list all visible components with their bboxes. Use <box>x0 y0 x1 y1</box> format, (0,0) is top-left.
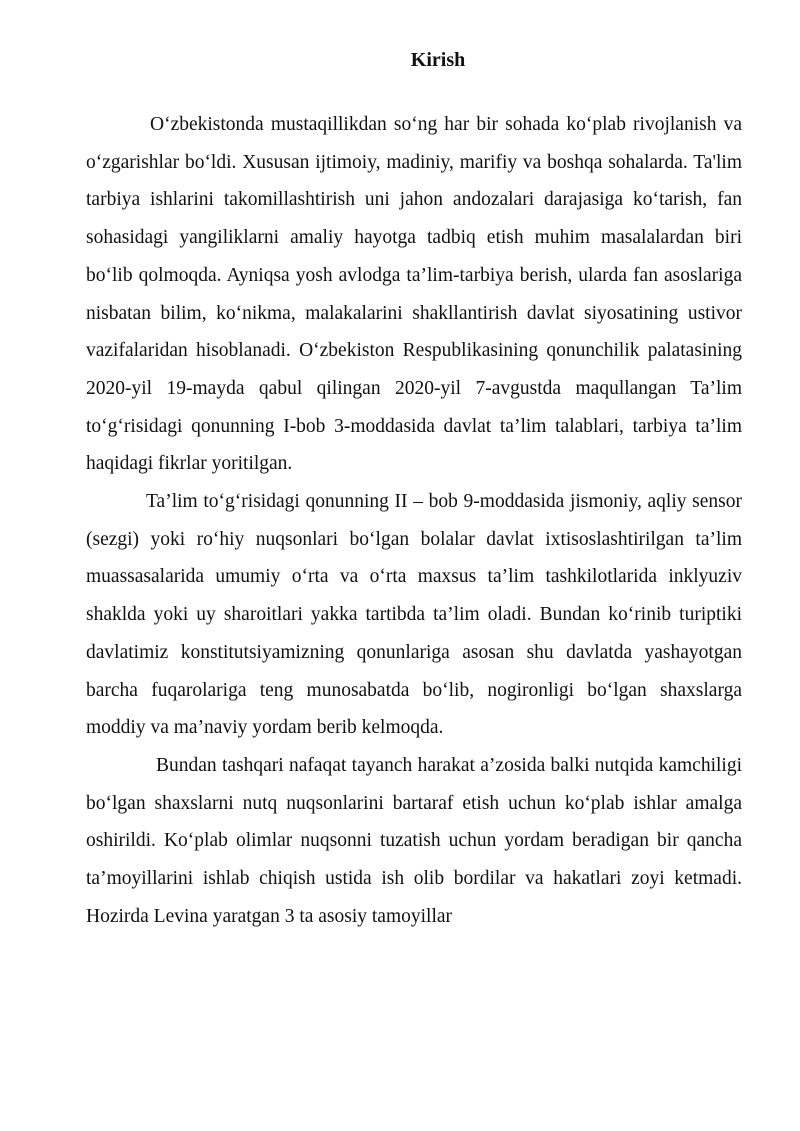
document-page <box>86 48 742 935</box>
paragraph-3: Bundan tashqari nafaqat tayanch harakat a’zosida balki nutqida kamchiligi bo‘lgan shaxslarni nutq nuqsonlarini bartaraf etish uchun ko‘plab ishlar amalga oshirildi. Ko‘plab olimlar nuqsonni tuzatish uchun yordam beradigan bir qancha ta’moyillarini ishlab chiqish ustida ish olib bordilar va hakatlari zoyi ketmadi. Hozirda Levina yaratgan 3 ta asosiy tamoyillar <box>86 754 742 927</box>
paragraph-2: Ta’lim to‘g‘risidagi qonunning II – bob 9-moddasida jismoniy, aqliy sensor (sezgi) yoki ro‘hiy nuqsonlari bo‘lgan bolalar davlat ixtisoslashtirilgan ta’lim muassasalarida umumiy o‘rta va o‘rta maxsus ta’lim tashkilotlarida inklyuziv shaklda yoki uy sharoitlari yakka tartibda ta’lim oladi. Bundan ko‘rinib turiptiki davlatimiz konstitutsiyamizning qonunlariga asosan shu davlatda yashayotgan barcha fuqarolariga teng munosabatda bo‘lib, nogironligi bo‘lgan shaxslarga moddiy va ma’naviy yordam berib kelmoqda. <box>86 491 742 739</box>
page-title: Kirish <box>410 49 466 71</box>
paragraph-1: O‘zbekistonda mustaqillikdan so‘ng har bir sohada ko‘plab rivojlanish va o‘zgarishlar bo‘ldi. Xususan ijtimoiy, madiniy, marifiy va boshqa sohalarda. Ta'lim tarbiya ishlarini takomillashtirish uni jahon andozalari darajasiga ko‘tarish, fan sohasidagi yangiliklarni amaliy hayotga tadbiq etish muhim masalalardan biri bo‘lib qolmoqda. Ayniqsa yosh avlodga ta’lim-tarbiya berish, ularda fan asoslariga nisbatan bilim, ko‘nikma, malakalarini shakllantirish davlat siyosatining ustivor vazifalaridan hisoblanadi. O‘zbekiston Respublikasining qonunchilik palatasining 2020-yil 19-mayda qabul qilingan 2020-yil 7-avgustda maqullangan Ta’lim to‘g‘risidagi qonunning I-bob 3-moddasida davlat ta’lim talablari, tarbiya ta’lim haqidagi fikrlar yoritilgan. <box>86 114 742 475</box>
